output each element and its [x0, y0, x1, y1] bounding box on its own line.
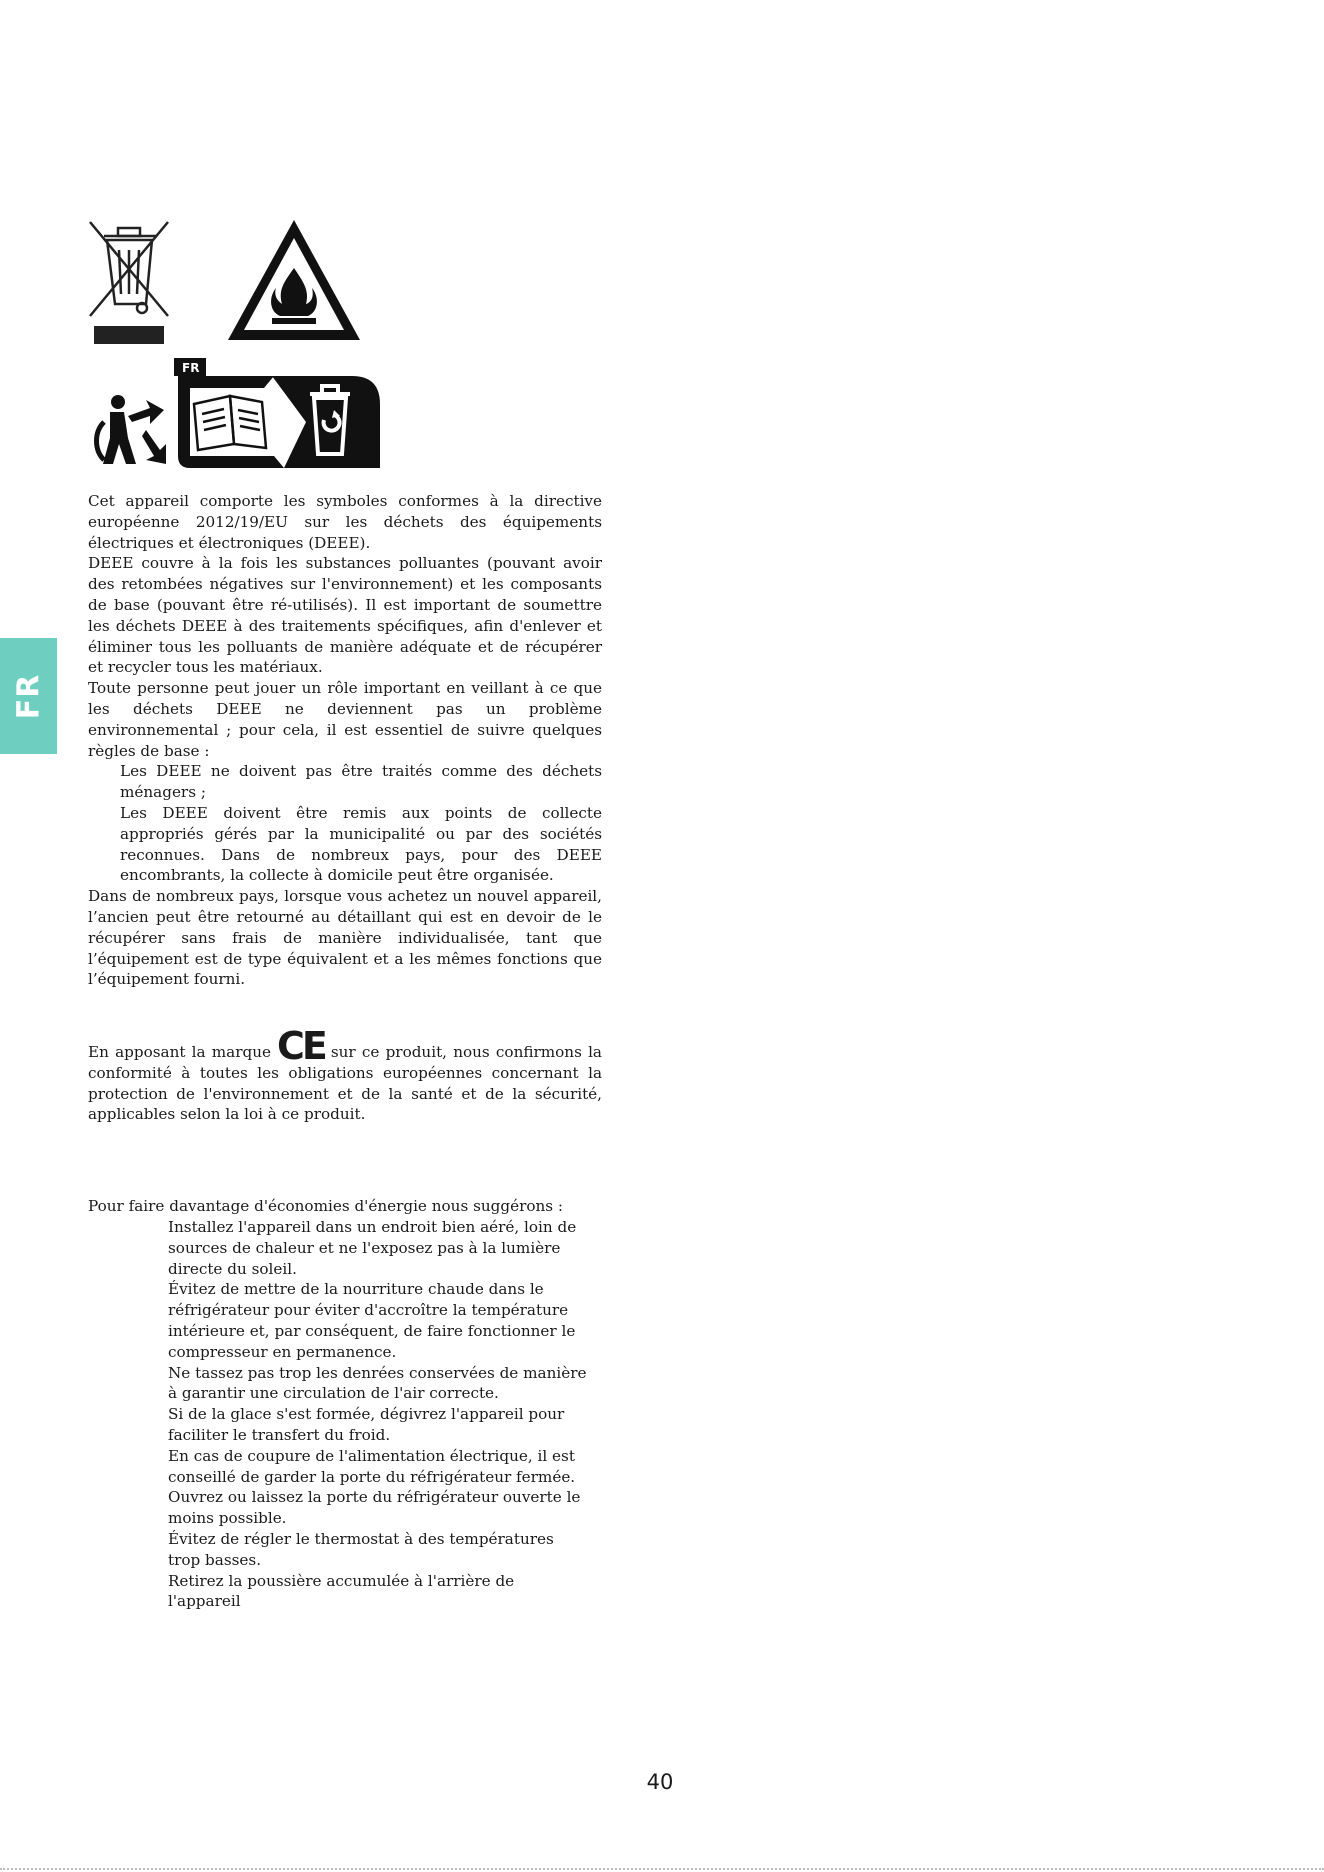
- info-tri-icon: [174, 358, 382, 470]
- ce-paragraph: [88, 1024, 602, 1125]
- energy-tip: Retirez la poussière accumulée à l'arrière de l'appareil: [168, 1571, 515, 1611]
- energy-tips-list: [168, 1217, 588, 1612]
- weee-paragraph: DEEE couvre à la fois les substances polluantes (pouvant avoir des retombées négatives sur l'environnement) et les composants de base (pouvant être ré-utilisés). Il est important de soumettre les déchets DEEE à des traitements spécifiques, afin d'enlever et éliminer tous les polluants de manière adéquate et de récupérer et recycler tous les matériaux.: [88, 554, 602, 677]
- weee-section: [88, 491, 602, 990]
- bottom-divider: [0, 1868, 1324, 1870]
- ce-text-after: sur ce produit, nous confirmons la conformité à toutes les obligations européennes concernant la protection de l'environnement et de la santé et de la sécurité, applicables selon la loi à ce produit.: [88, 1043, 602, 1124]
- crossed-bin-icon: [86, 218, 172, 346]
- energy-tip: Ouvrez ou laissez la porte du réfrigérateur ouverte le moins possible.: [168, 1488, 581, 1528]
- energy-tip: En cas de coupure de l'alimentation électrique, il est conseillé de garder la porte du réfrigérateur fermée.: [168, 1446, 576, 1486]
- ce-text-before: En apposant la marque: [88, 1043, 271, 1061]
- energy-tip: Installez l'appareil dans un endroit bien aéré, loin de sources de chaleur et ne l'exposez pas à la lumière directe du soleil.: [168, 1218, 577, 1278]
- energy-tip: Évitez de mettre de la nourriture chaude dans le réfrigérateur pour éviter d'accroître la température intérieure et, par conséquent, de faire fonctionner le compresseur en permanence.: [168, 1280, 576, 1361]
- weee-closing: Dans de nombreux pays, lorsque vous achetez un nouvel appareil, l’ancien peut être retourné au détaillant qui est en devoir de le récupérer sans frais de manière individualisée, tant que l’équipement est de type équivalent et a les mêmes fonctions que l’équipement fourni.: [88, 887, 602, 989]
- triman-label: FR: [182, 361, 200, 375]
- weee-paragraph: Toute personne peut jouer un rôle important en veillant à ce que les déchets DEEE ne deviennent pas un problème environnemental ; pour cela, il est essentiel de suivre quelques règles de base :: [88, 679, 602, 760]
- weee-rule: Les DEEE ne doivent pas être traités comme des déchets ménagers ;: [120, 762, 602, 802]
- language-tab: [0, 638, 57, 754]
- energy-tip: Évitez de régler le thermostat à des températures trop basses.: [168, 1529, 554, 1569]
- language-tab-label: FR: [11, 673, 46, 719]
- ce-mark-icon: CE: [276, 1024, 325, 1068]
- page-number: 40: [646, 1770, 674, 1794]
- weee-rule: Les DEEE doivent être remis aux points de collecte appropriés gérés par la municipalité ou par des sociétés reconnues. Dans de nombreux pays, pour des DEEE encombrants, la collecte à domicile peut être organisée.: [120, 803, 602, 885]
- energy-title: Pour faire davantage d'économies d'énergie nous suggérons :: [88, 1197, 564, 1215]
- flammable-warning-icon: [224, 216, 364, 344]
- triman-icon: [88, 388, 170, 470]
- ce-section: [88, 1024, 602, 1125]
- energy-tip: Si de la glace s'est formée, dégivrez l'appareil pour faciliter le transfert du froid.: [168, 1405, 565, 1444]
- energy-tip: Ne tassez pas trop les denrées conservées de manière à garantir une circulation de l'air correcte.: [168, 1363, 587, 1403]
- weee-paragraph: Cet appareil comporte les symboles conformes à la directive européenne 2012/19/EU sur les déchets des équipements électriques et électroniques (DEEE).: [88, 492, 602, 552]
